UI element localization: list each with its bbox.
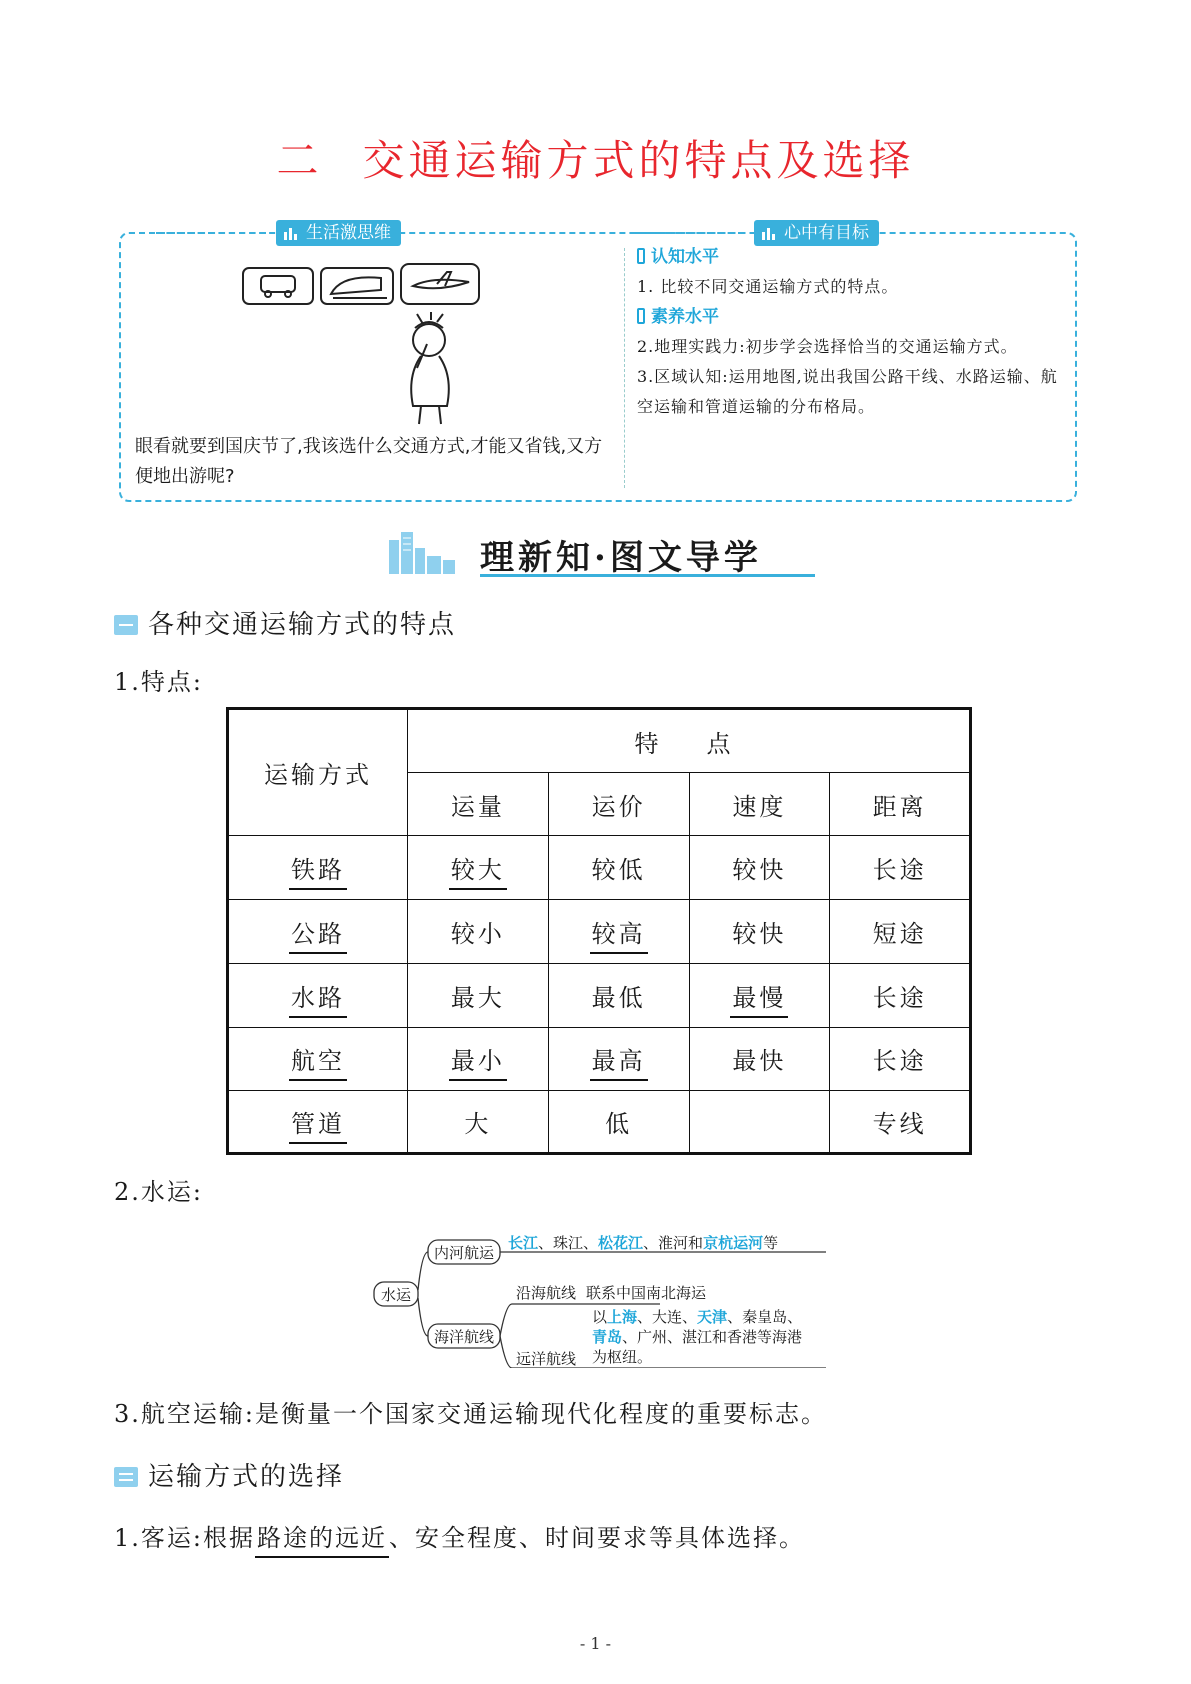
passenger-transport-text: 1.客运:根据路途的远近、安全程度、时间要求等具体选择。 [114,1518,805,1553]
table-cell [689,1090,830,1153]
bookmark-icon [637,308,645,324]
page-title [0,128,1191,188]
table-row [228,963,971,1027]
table-row [228,1090,971,1153]
section-1-heading: 各种交通运输方式的特点 [114,604,456,641]
banner-underline [480,574,815,577]
bar-chart-icon [760,224,778,242]
column-header: 运量 [408,773,549,836]
features-table [226,707,972,1155]
mindmap-coastal-desc: 联系中国南北海运 [586,1285,707,1302]
page-number: - 1 - [579,1634,612,1653]
table-cell: 较快 [689,900,830,963]
banner-title: 理新知·图文导学 [480,538,762,578]
feature-header: 特 点 [408,709,971,773]
section-number-two-icon [114,1467,138,1487]
intro-divider [624,248,625,488]
mode-cell: 公路 [289,920,347,954]
table-cell: 最快 [689,1027,830,1090]
bookmark-icon [637,248,645,264]
table-row [228,836,971,900]
table-cell: 低 [548,1090,689,1153]
section-banner [385,530,815,576]
table-cell: 短途 [830,900,971,963]
bar-chart-icon [282,224,300,242]
column-header: 距离 [830,773,971,836]
item-2-label: 2.水运: [114,1178,203,1206]
goal-item: 1. 比较不同交通运输方式的特点。 [637,277,899,296]
city-skyline-icon [385,530,475,576]
table-cell: 较小 [408,900,549,963]
table-cell: 长途 [830,836,971,900]
table-cell: 长途 [830,963,971,1027]
table-cell: 最高 [590,1047,648,1081]
mindmap-ocean-route: 远洋航线 [516,1351,577,1368]
table-row [228,1027,971,1090]
water-transport-mindmap [370,1228,830,1368]
mindmap-root: 水运 [380,1287,412,1304]
mode-cell: 水路 [289,984,347,1018]
table-cell: 最小 [449,1047,507,1081]
item-3-text: 3.航空运输:是衡量一个国家交通运输现代化程度的重要标志。 [114,1400,827,1428]
table-cell: 较低 [548,836,689,900]
section-number-one-icon [114,615,138,635]
section-2-heading: 运输方式的选择 [114,1456,344,1493]
item-1-label: 1.特点: [114,668,203,696]
mode-cell: 铁路 [289,856,347,890]
mindmap-inland-list: 长江、珠江、松花江、淮河和京杭运河等 [508,1235,779,1252]
table-cell: 最大 [408,963,549,1027]
goal-heading-cognition: 认知水平 [637,242,1067,272]
table-cell: 长途 [830,1027,971,1090]
table-cell: 专线 [830,1090,971,1153]
mindmap-ocean-desc-line2: 青岛、广州、湛江和香港等海港 [592,1329,803,1346]
thinking-person-illustration [241,258,501,428]
column-header: 速度 [689,773,830,836]
life-tag: 生活激思维 [276,220,401,246]
mindmap-inland: 内河航运 [433,1245,495,1262]
table-cell: 较大 [449,856,507,890]
mindmap-coastal: 沿海航线 [516,1285,577,1302]
goal-tag: 心中有目标 [754,220,879,246]
mindmap-ocean: 海洋航线 [433,1329,495,1346]
title-number: 二 [276,136,323,185]
table-cell: 大 [408,1090,549,1153]
table-row [228,900,971,963]
mindmap-ocean-desc-line1: 以上海、大连、天津、秦皇岛、 [592,1309,803,1326]
fill-blank-answer: 路途的远近 [255,1524,389,1558]
goal-list [637,242,1067,422]
mindmap-ocean-desc-line3: 为枢纽。 [592,1349,653,1366]
intro-box [119,223,1077,502]
table-cell: 较高 [590,920,648,954]
table-cell: 最慢 [730,984,788,1018]
goal-heading-literacy: 素养水平 [637,302,1067,332]
title-text: 交通运输方式的特点及选择 [362,136,915,185]
table-cell: 最低 [548,963,689,1027]
goal-item: 2.地理实践力:初步学会选择恰当的交通运输方式。 [637,337,1018,356]
mode-cell: 管道 [289,1110,347,1144]
goal-item: 3.区域认知:运用地图,说出我国公路干线、水路运输、航空运输和管道运输的分布格局。 [637,367,1058,416]
intro-question: 眼看就要到国庆节了,我该选什么交通方式,才能又省钱,又方便地出游呢? [135,436,603,487]
table-cell: 较快 [689,836,830,900]
mode-cell: 航空 [289,1047,347,1081]
column-header: 运价 [548,773,689,836]
mode-header: 运输方式 [228,709,408,836]
